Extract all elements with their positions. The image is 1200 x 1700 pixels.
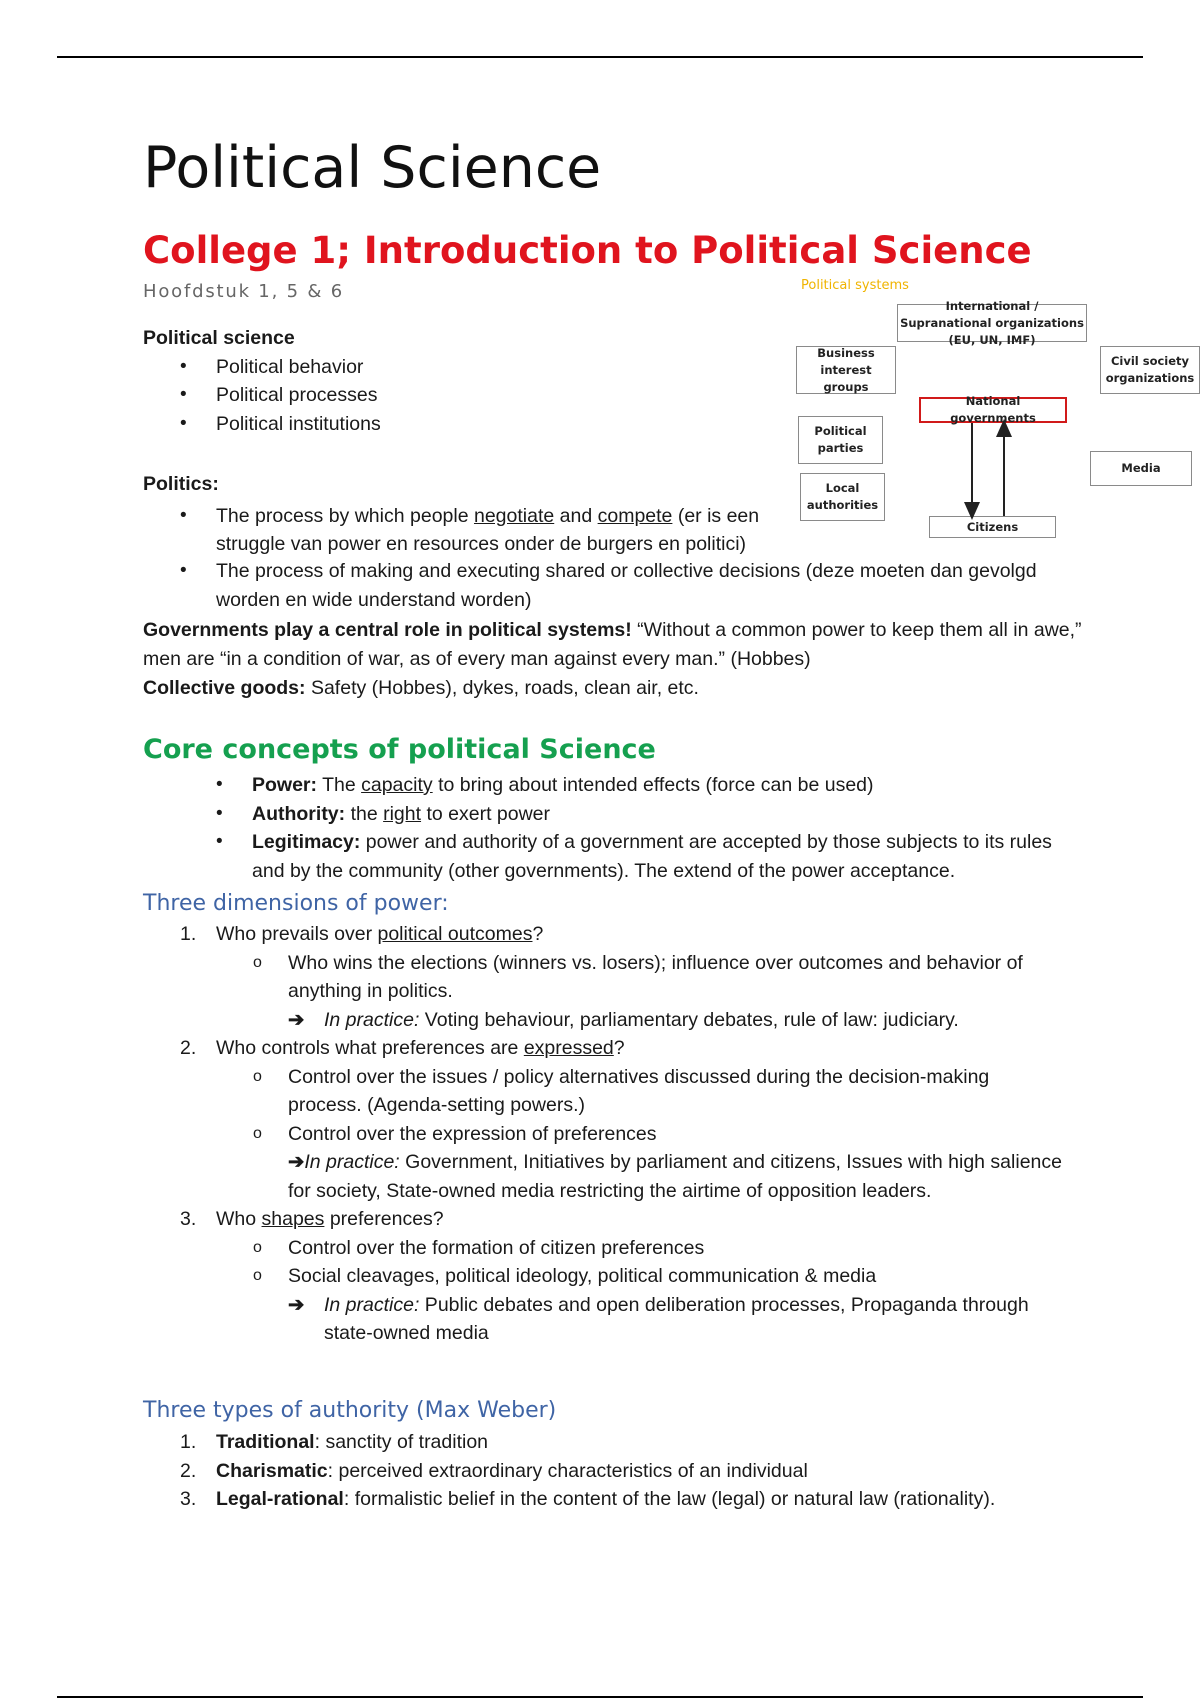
arrow-icon: ➔ [288, 1293, 305, 1316]
political-systems-diagram [796, 276, 1200, 541]
list-item: 1. Traditional: sanctity of tradition [180, 1431, 489, 1453]
list-item: ➔In practice: Government, Initiatives by parliament and citizens, Issues with high salience for society, State-owned media restricting the airtime of opposition leaders. [288, 1151, 1062, 1202]
diagram-box-international: International / Supranational organizations (EU, UN, IMF) [897, 304, 1087, 342]
diagram-box-business: Business interest groups [796, 346, 896, 394]
list-item: 2. Charismatic: perceived extraordinary characteristics of an individual [180, 1459, 808, 1482]
politics-list-2 [143, 557, 1083, 614]
political-science-heading: Political science [143, 327, 295, 349]
dimensions-list [143, 920, 1063, 1348]
diagram-box-media: Media [1090, 451, 1192, 486]
collective-goods-paragraph: Collective goods: Safety (Hobbes), dykes, roads, clean air, etc. [143, 677, 699, 699]
list-item: 2. Who controls what preferences are expressed? [180, 1037, 625, 1059]
list-item: • Legitimacy: power and authority of a government are accepted by those subjects to its rules and by the community (other governments). The extend of the power acceptance. [143, 828, 1063, 885]
politics-section [143, 470, 783, 559]
list-item: • Power: The capacity to bring about intended effects (force can be used) [143, 771, 1063, 800]
diagram-box-civil-society: Civil society organizations [1100, 346, 1200, 394]
list-item: o Control over the issues / policy alternatives discussed during the decision-making process. (Agenda-setting powers.) [253, 1065, 990, 1116]
diagram-arrows [796, 276, 1200, 541]
politics-list [143, 502, 783, 559]
politics-heading: Politics: [143, 473, 219, 495]
page-title: Political Science [143, 135, 602, 201]
dimensions-heading: Three dimensions of power: [143, 891, 449, 916]
list-item: o Control over the expression of preferences [253, 1122, 657, 1145]
list-item: • Political processes [143, 381, 763, 410]
governments-paragraph: Governments play a central role in political systems! “Without a common power to keep them all in awe,” men are “in a condition of war, as of every man against every man.” (Hobbes) [143, 619, 1082, 670]
list-item: 3. Who shapes preferences? [180, 1208, 444, 1230]
political-science-list [143, 353, 763, 439]
list-item: 3. Legal-rational: formalistic belief in the content of the law (legal) or natural law (rationality). [180, 1488, 996, 1510]
list-item: • Political institutions [143, 410, 763, 439]
diagram-title: Political systems [801, 278, 909, 293]
bottom-rule [57, 1696, 1143, 1698]
list-item: ➔ In practice: Public debates and open deliberation processes, Propaganda through state-owned media [143, 1291, 1063, 1348]
arrow-icon: ➔ [288, 1008, 305, 1031]
list-item: • The process of making and executing shared or collective decisions (deze moeten dan gevolgd worden en wide understand worden) [143, 557, 1083, 614]
list-item: o Control over the formation of citizen preferences [253, 1236, 705, 1259]
list-item: ➔ In practice: Voting behaviour, parliamentary debates, rule of law: judiciary. [143, 1006, 1063, 1035]
diagram-box-citizens: Citizens [929, 516, 1056, 538]
list-item: 1. Who prevails over political outcomes? [180, 923, 544, 945]
authority-types-heading: Three types of authority (Max Weber) [143, 1398, 557, 1423]
chapters-subtitle: Hoofdstuk 1, 5 & 6 [143, 281, 344, 302]
list-item: • The process by which people negotiate and compete (er is een struggle van power en resources onder de burgers en politici) [143, 502, 783, 559]
arrow-icon: ➔ [288, 1151, 305, 1173]
top-rule [57, 56, 1143, 58]
authority-types-list [143, 1428, 1063, 1514]
diagram-box-national-governments: National governments [919, 397, 1067, 423]
list-item: • Political behavior [143, 353, 763, 382]
diagram-box-political-parties: Political parties [798, 416, 883, 464]
college-title: College 1; Introduction to Political Science [143, 229, 1032, 272]
list-item: o Social cleavages, political ideology, political communication & media [253, 1265, 877, 1287]
core-concepts-list [143, 771, 1063, 885]
political-science-section [143, 324, 763, 438]
list-item: • Authority: the right to exert power [143, 800, 1063, 829]
diagram-box-local-authorities: Local authorities [800, 473, 885, 521]
core-concepts-heading: Core concepts of political Science [143, 734, 656, 765]
list-item: o Who wins the elections (winners vs. losers); influence over outcomes and behavior of anything in politics. [253, 951, 1023, 1002]
